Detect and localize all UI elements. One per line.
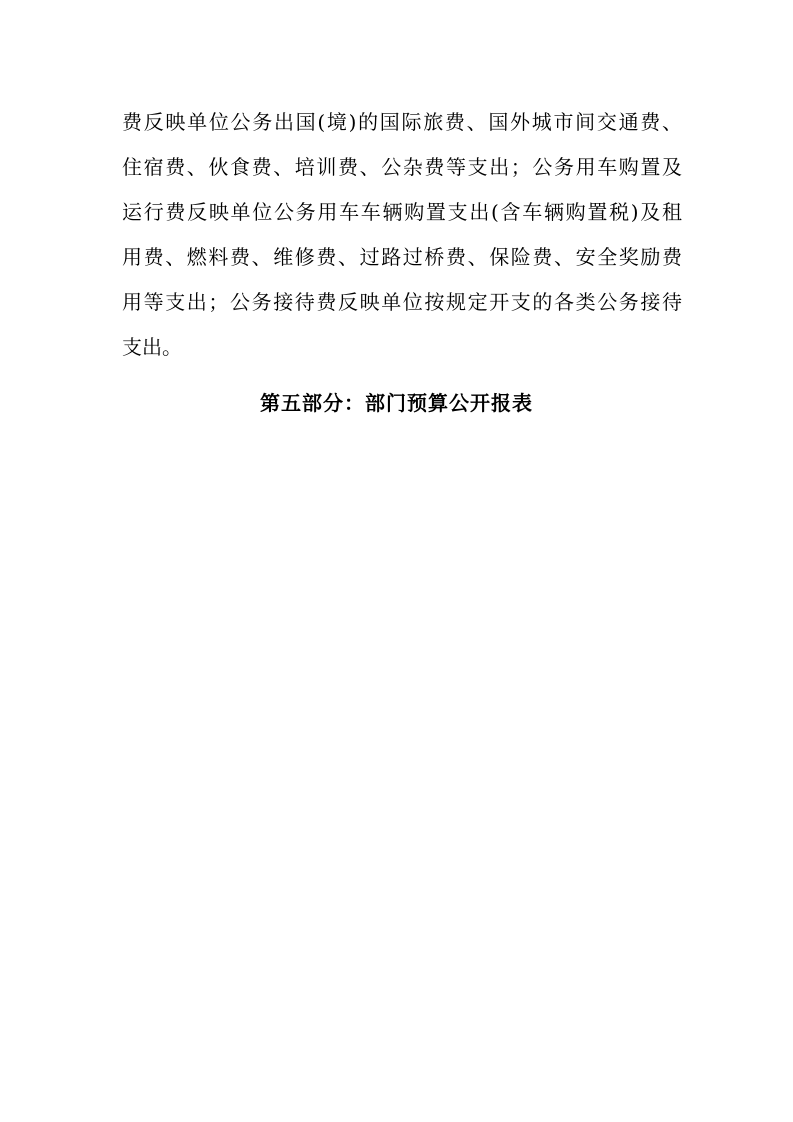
paragraph-line: 费反映单位公务出国(境)的国际旅费、国外城市间交通费、: [122, 110, 682, 134]
paragraph-line: 运行费反映单位公务用车车辆购置支出(含车辆购置税)及租: [122, 200, 682, 224]
paragraph-line: 支出。: [122, 335, 182, 359]
section-heading: 第五部分：部门预算公开报表: [260, 391, 533, 415]
paragraph-line: 住宿费、伙食费、培训费、公杂费等支出；公务用车购置及: [122, 155, 682, 179]
paragraph-line: 用等支出；公务接待费反映单位按规定开支的各类公务接待: [122, 290, 682, 314]
body-paragraph: [122, 100, 682, 370]
paragraph-line: 用费、燃料费、维修费、过路过桥费、保险费、安全奖励费: [122, 245, 682, 269]
